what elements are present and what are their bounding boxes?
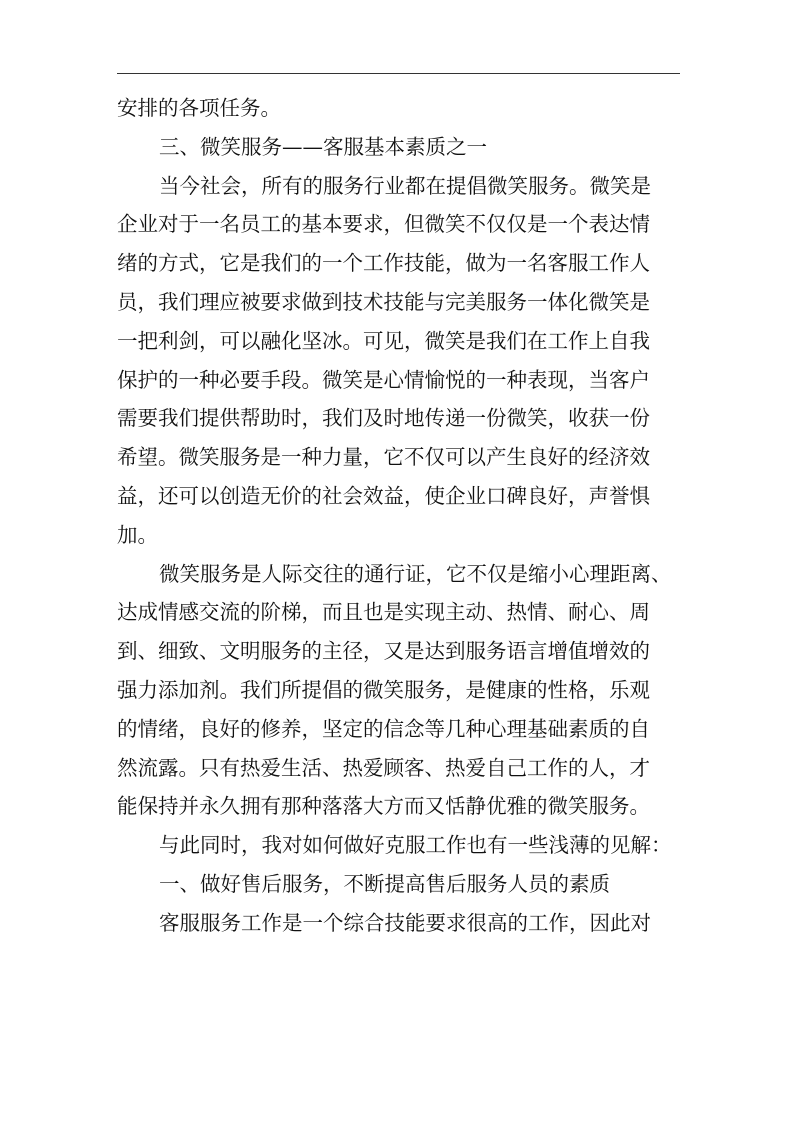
text-line: 企业对于一名员工的基本要求，但微笑不仅仅是一个表达情 xyxy=(117,212,650,237)
text-line: 客服服务工作是一个综合技能要求很高的工作，因此对 xyxy=(159,910,651,935)
text-line: 益，还可以创造无价的社会效益，使企业口碑良好，声誉惧 xyxy=(117,483,650,508)
text-line: 一、做好售后服务，不断提高售后服务人员的素质 xyxy=(159,871,610,896)
text-line: 员，我们理应被要求做到技术技能与完美服务一体化微笑是 xyxy=(117,289,650,314)
header-rule xyxy=(117,73,680,74)
text-line: 安排的各项任务。 xyxy=(117,96,281,120)
text-line: 达成情感交流的阶梯，而且也是实现主动、热情、耐心、周 xyxy=(117,600,650,625)
text-line: 加。 xyxy=(117,522,158,547)
text-line: 希望。微笑服务是一种力量，它不仅可以产生良好的经济效 xyxy=(117,445,650,470)
text-line: 与此同时，我对如何做好克服工作也有一些浅薄的见解： xyxy=(159,833,672,858)
body-text xyxy=(117,89,680,943)
text-line: 三、微笑服务——客服基本素质之一 xyxy=(159,134,487,159)
text-line: 当今社会，所有的服务行业都在提倡微笑服务。微笑是 xyxy=(159,173,651,198)
text-line: 绪的方式，它是我们的一个工作技能，做为一名客服工作人 xyxy=(117,251,650,276)
text-line: 一把利剑，可以融化坚冰。可见，微笑是我们在工作上自我 xyxy=(117,328,650,353)
text-line: 然流露。只有热爱生活、热爱顾客、热爱自己工作的人，才 xyxy=(117,755,650,780)
text-line: 需要我们提供帮助时，我们及时地传递一份微笑，收获一份 xyxy=(117,406,650,431)
text-line: 的情绪，良好的修养，坚定的信念等几种心理基础素质的自 xyxy=(117,716,650,741)
text-line: 微笑服务是人际交往的通行证，它不仅是缩小心理距离、 xyxy=(159,561,672,586)
text-line: 到、细致、文明服务的主径，又是达到服务语言增值增效的 xyxy=(117,639,650,664)
text-line: 能保持并永久拥有那种落落大方而又恬静优雅的微笑服务。 xyxy=(117,794,650,819)
text-line: 强力添加剂。我们所提倡的微笑服务，是健康的性格，乐观 xyxy=(117,677,650,702)
text-line: 保护的一种必要手段。微笑是心情愉悦的一种表现，当客户 xyxy=(117,367,650,392)
